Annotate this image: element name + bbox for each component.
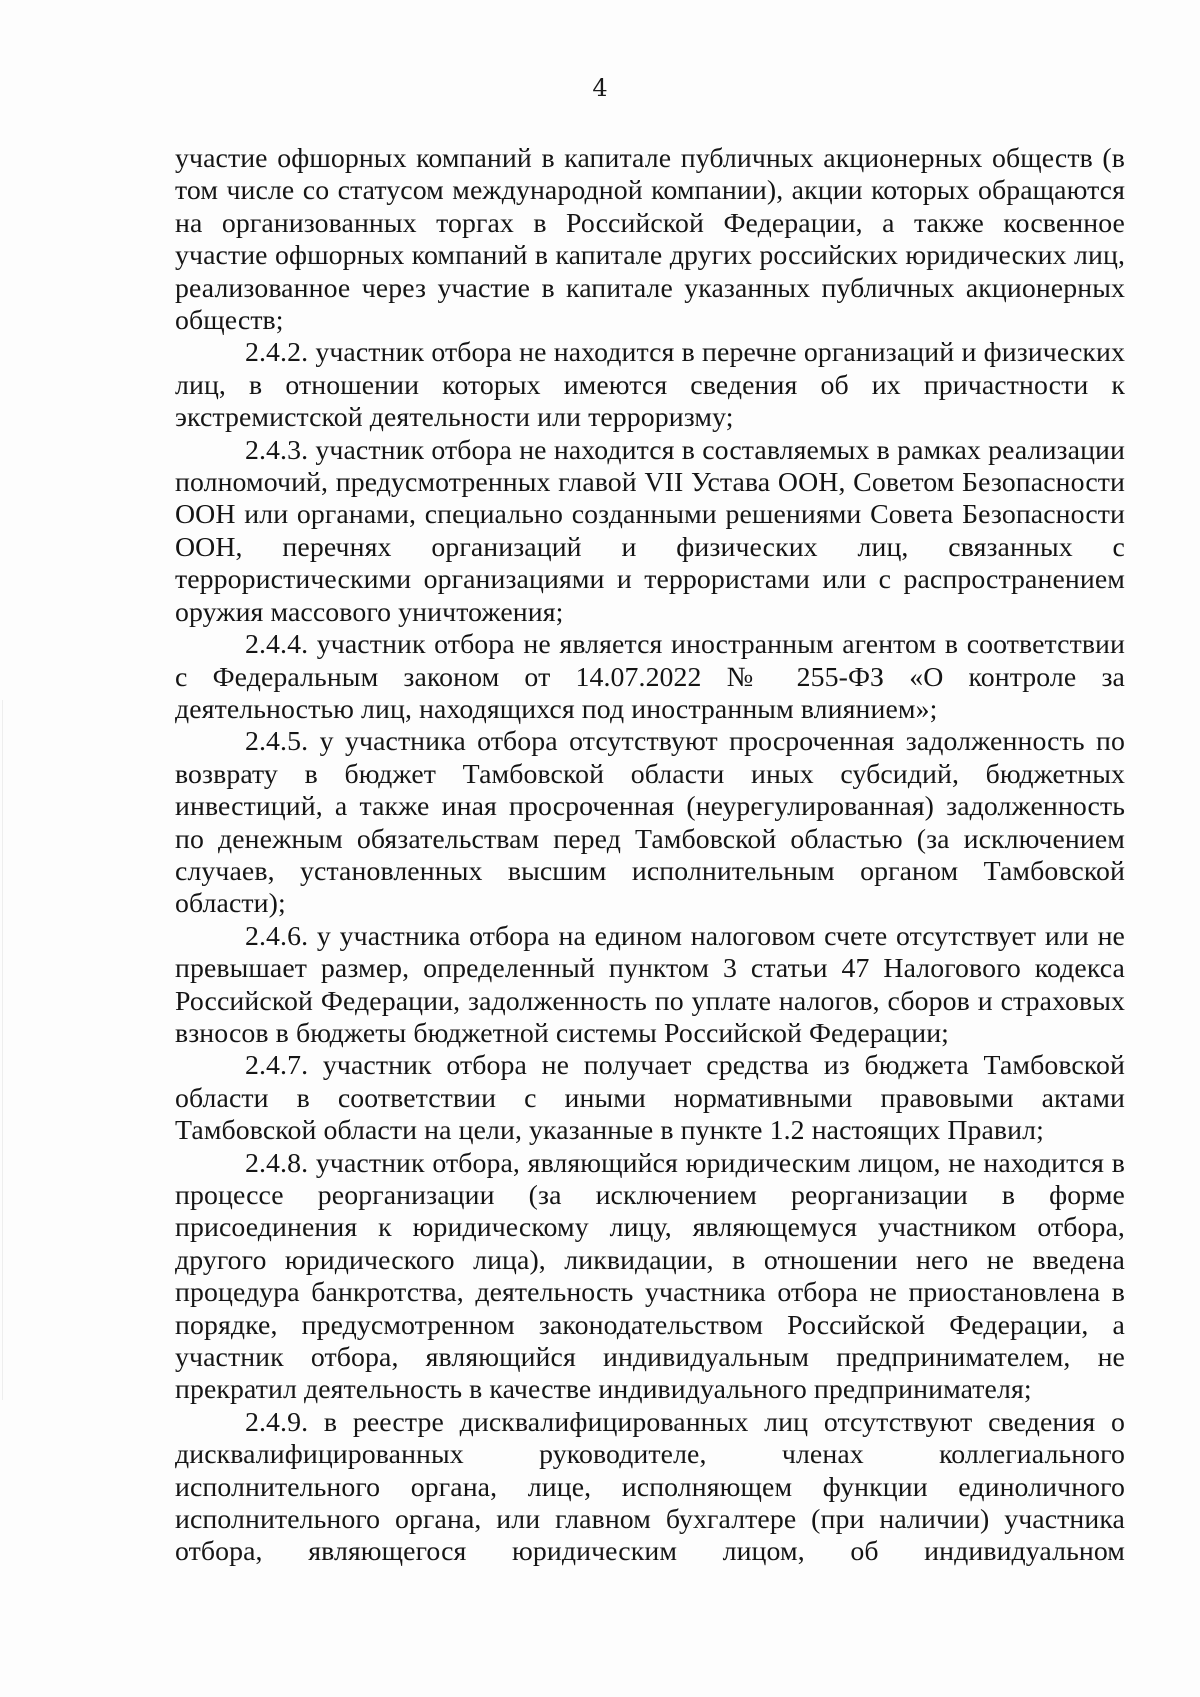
- paragraph-2-4-2: 2.4.2. участник отбора не находится в перечне организаций и физических лиц, в отношении которых имеются сведения об их причастности к экстремистской деятельности или терроризму;: [175, 337, 1125, 434]
- page-number: 4: [592, 74, 608, 102]
- paragraph-2-4-7: 2.4.7. участник отбора не получает средства из бюджета Тамбовской области в соответствии с иными нормативными правовыми актами Тамбовской области на цели, указанные в пункте 1.2 настоящих Правил;: [175, 1050, 1125, 1147]
- paragraph-2-4-8: 2.4.8. участник отбора, являющийся юридическим лицом, не находится в процессе реорганизации (за исключением реорганизации в форме присоединения к юридическому лицу, являющемуся участником отбора, другого юридического лица), ликвидации, в отношении него не введена процедура банкротства, деятельность участника отбора не приостановлена в порядке, предусмотренном законодательством Российской Федерации, а участник отбора, являющийся индивидуальным предпринимателем, не прекратил деятельность в качестве индивидуального предпринимателя;: [175, 1147, 1125, 1406]
- paragraph-continuation: участие офшорных компаний в капитале публичных акционерных обществ (в том числе со статусом международной компании), акции которых обращаются на организованных торгах в Российской Федерации, а также косвенное участие офшорных компаний в капитале других российских юридических лиц, реализованное через участие в капитале указанных публичных акционерных обществ;: [175, 143, 1125, 337]
- paragraph-2-4-9: 2.4.9. в реестре дисквалифицированных лиц отсутствуют сведения о дисквалифицированных руководителе, членах коллегиального исполнительного органа, лице, исполняющем функции единоличного исполнительного органа, или главном бухгалтере (при наличии) участника отбора, являющегося юридическим лицом, об индивидуальном: [175, 1406, 1125, 1568]
- paragraph-2-4-5: 2.4.5. у участника отбора отсутствуют просроченная задолженность по возврату в бюджет Тамбовской области иных субсидий, бюджетных инвестиций, а также иная просроченная (неурегулированная) задолженность по денежным обязательствам перед Тамбовской областью (за исключением случаев, установленных высшим исполнительным органом Тамбовской области);: [175, 726, 1125, 920]
- paragraph-2-4-4: 2.4.4. участник отбора не является иностранным агентом в соответствии с Федеральным законом от 14.07.2022 № 255-ФЗ «О контроле за деятельностью лиц, находящихся под иностранным влиянием»;: [175, 629, 1125, 725]
- scan-edge-mark: [2, 700, 3, 1400]
- document-body: [175, 143, 1125, 1569]
- paragraph-2-4-3: 2.4.3. участник отбора не находится в составляемых в рамках реализации полномочий, предусмотренных главой VII Устава ООН, Советом Безопасности ООН или органами, специально созданными решениями Совета Безопасности ООН, перечнях организаций и физических лиц, связанных с террористическими организациями и террористами или с распространением оружия массового уничтожения;: [175, 434, 1125, 628]
- paragraph-2-4-6: 2.4.6. у участника отбора на едином налоговом счете отсутствует или не превышает размер, определенный пунктом 3 статьи 47 Налогового кодекса Российской Федерации, задолженность по уплате налогов, сборов и страховых взносов в бюджеты бюджетной системы Российской Федерации;: [175, 920, 1125, 1049]
